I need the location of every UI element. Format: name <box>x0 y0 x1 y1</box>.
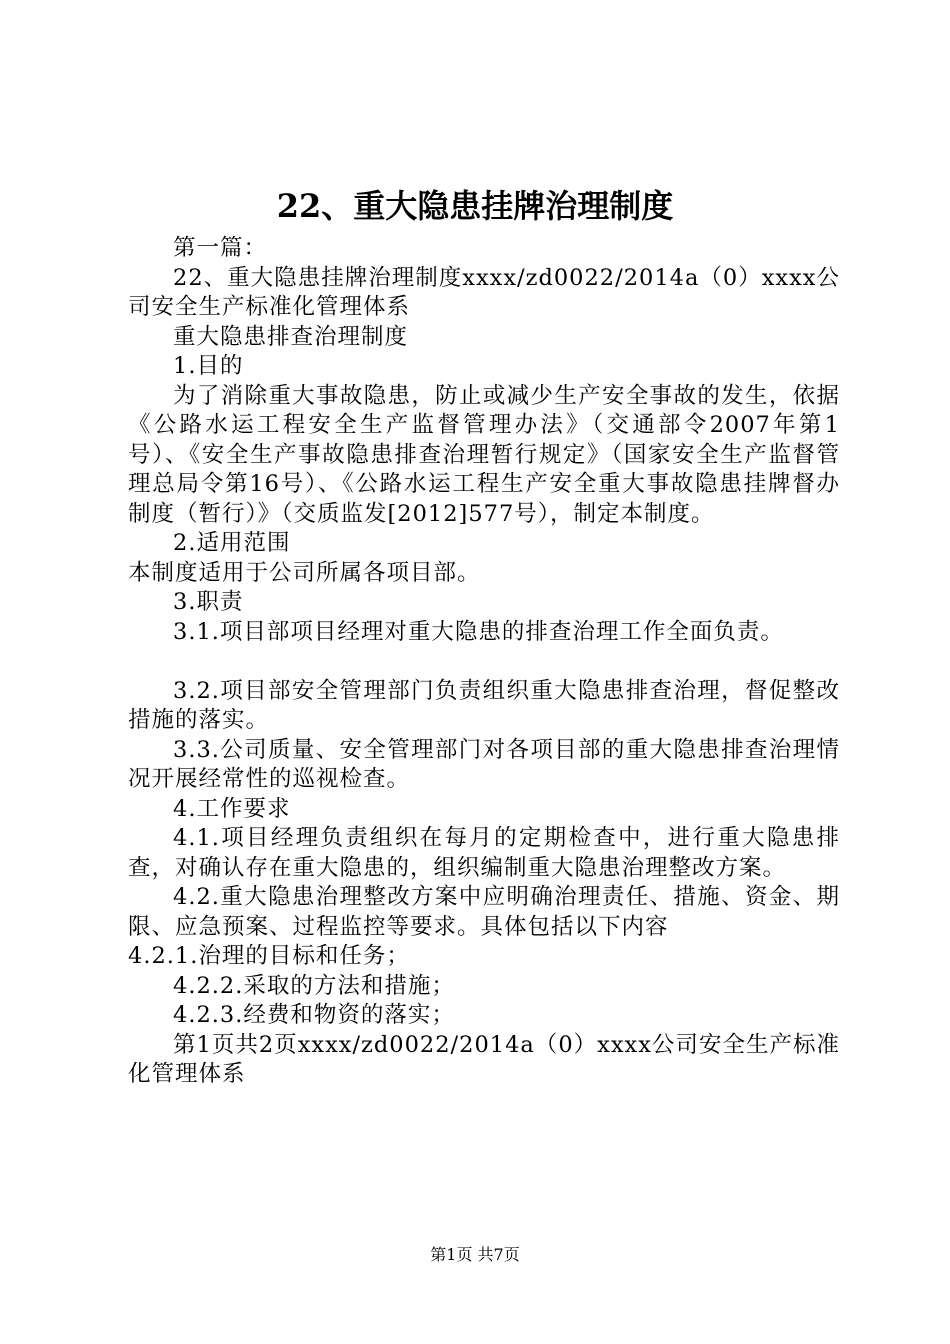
paragraph-duty-3-2: 3.2.项目部安全管理部门负责组织重大隐患排查治理，督促整改措施的落实。 <box>128 677 840 733</box>
document-title: 22、重大隐患挂牌治理制度 <box>276 187 674 225</box>
document-body <box>128 234 840 1090</box>
paragraph-req-4-1: 4.1.项目经理负责组织在每月的定期检查中，进行重大隐患排查，对确认存在重大隐患的，组织编制重大隐患治理整改方案。 <box>128 825 840 881</box>
paragraph-duty-3-1: 3.1.项目部项目经理对重大隐患的排查治理工作全面负责。 <box>173 618 784 645</box>
section-heading-duties: 3.职责 <box>173 589 244 615</box>
paragraph-scope: 本制度适用于公司所属各项目部。 <box>128 559 481 586</box>
paragraph-req-4-2: 4.2.重大隐患治理整改方案中应明确治理责任、措施、资金、期限、应急预案、过程监控等要求。具体包括以下内容 <box>128 884 840 940</box>
paragraph-req-4-2-2: 4.2.2.采取的方法和措施； <box>173 972 455 999</box>
paragraph-inner-page-marker: 第1页共2页xxxx/zd0022/2014a（0）xxxx公司安全生产标准化管理体系 <box>128 1031 840 1087</box>
page-footer: 第1页 共7页 <box>430 1245 520 1264</box>
section-heading-scope: 2.适用范围 <box>173 530 291 556</box>
section-heading-requirements: 4.工作要求 <box>173 795 291 822</box>
paragraph-part-heading: 第一篇： <box>173 235 268 261</box>
paragraph-doc-code: 22、重大隐患挂牌治理制度xxxx/zd0022/2014a（0）xxxx公司安全生产标准化管理体系 <box>128 264 840 320</box>
paragraph-req-4-2-3: 4.2.3.经费和物资的落实； <box>173 1002 455 1028</box>
paragraph-req-4-2-1: 4.2.1.治理的目标和任务； <box>128 943 410 969</box>
paragraph-purpose: 为了消除重大事故隐患，防止或减少生产安全事故的发生，依据《公路水运工程安全生产监督管理办法》（交通部令2007年第1号）、《安全生产事故隐患排查治理暂行规定》（国家安全生产监督管理总局令第16号）、《公路水运工程生产安全重大事故隐患挂牌督办制度（暂行）》（交质监发[2012]577号），制定本制度。 <box>128 382 840 527</box>
paragraph-duty-3-3: 3.3.公司质量、安全管理部门对各项目部的重大隐患排查治理情况开展经常性的巡视检查。 <box>128 736 840 792</box>
section-heading-purpose: 1.目的 <box>173 353 244 379</box>
paragraph-subtitle: 重大隐患排查治理制度 <box>173 323 409 350</box>
